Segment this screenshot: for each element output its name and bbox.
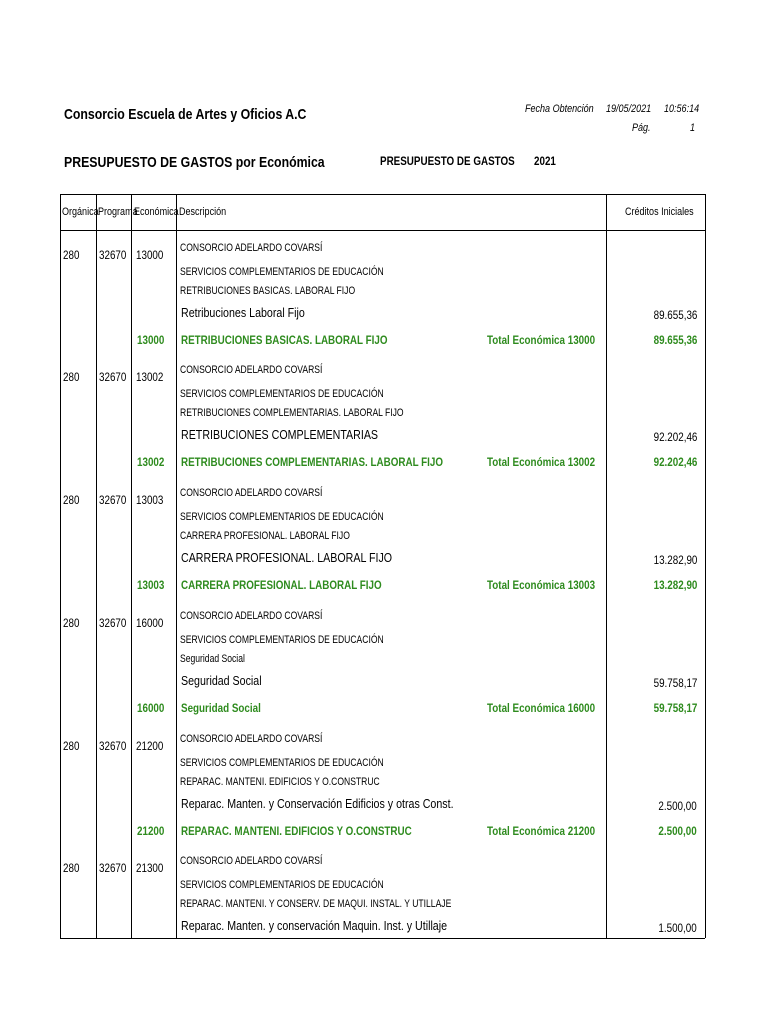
line-amount: 1.500,00 (658, 921, 697, 935)
economica-code: 13000 (136, 248, 164, 262)
service-name: SERVICIOS COMPLEMENTARIOS DE EDUCACIÓN (180, 266, 384, 278)
concept-name: CARRERA PROFESIONAL. LABORAL FIJO (180, 530, 350, 542)
entity-name: CONSORCIO ADELARDO COVARSÍ (180, 487, 323, 499)
line-amount: 92.202,46 (653, 430, 697, 444)
total-description: RETRIBUCIONES BASICAS. LABORAL FIJO (181, 333, 388, 347)
organica-code: 280 (63, 370, 80, 384)
entity-name: CONSORCIO ADELARDO COVARSÍ (180, 733, 323, 745)
economica-code: 13002 (136, 370, 164, 384)
column-divider (606, 194, 607, 938)
entity-name: CONSORCIO ADELARDO COVARSÍ (180, 855, 323, 867)
organica-code: 280 (63, 616, 80, 630)
organica-code: 280 (63, 861, 80, 875)
report-subtitle: PRESUPUESTO DE GASTOS (380, 154, 515, 168)
total-label: Total Económica 13002 (487, 455, 596, 469)
service-name: SERVICIOS COMPLEMENTARIOS DE EDUCACIÓN (180, 634, 384, 646)
programa-code: 32670 (99, 616, 127, 630)
service-name: SERVICIOS COMPLEMENTARIOS DE EDUCACIÓN (180, 757, 384, 769)
total-amount: 59.758,17 (653, 701, 697, 715)
table-header-border (60, 230, 705, 231)
line-description: Seguridad Social (181, 673, 262, 688)
line-amount: 2.500,00 (658, 799, 697, 813)
total-amount: 2.500,00 (658, 824, 697, 838)
col-header-descripcion: Descripción (179, 206, 227, 218)
total-amount: 92.202,46 (653, 455, 697, 469)
table-bottom-border (60, 938, 705, 939)
line-description: Retribuciones Laboral Fijo (181, 305, 305, 320)
column-divider (176, 194, 177, 938)
programa-code: 32670 (99, 493, 127, 507)
economica-code: 21300 (136, 861, 164, 875)
total-description: REPARAC. MANTENI. EDIFICIOS Y O.CONSTRUC (181, 824, 412, 838)
date-value: 19/05/2021 (606, 103, 652, 115)
time-value: 10:56:14 (664, 103, 700, 115)
economica-code: 21200 (136, 739, 164, 753)
concept-name: RETRIBUCIONES BASICAS. LABORAL FIJO (180, 285, 356, 297)
col-header-programa: Programa (98, 206, 138, 218)
line-description: Reparac. Manten. y conservación Maquin. Inst. y Utillaje (181, 918, 448, 933)
report-title: PRESUPUESTO DE GASTOS por Económica (64, 154, 325, 171)
col-header-creditos: Créditos Iniciales (625, 206, 694, 218)
column-divider (131, 194, 132, 938)
column-divider (705, 194, 706, 938)
column-divider (60, 194, 61, 938)
economica-code: 16000 (136, 616, 164, 630)
total-code: 13000 (137, 333, 165, 347)
total-label: Total Económica 13000 (487, 333, 596, 347)
report-year: 2021 (534, 154, 556, 168)
total-code: 13003 (137, 578, 165, 592)
page-label: Pág. (632, 122, 651, 134)
service-name: SERVICIOS COMPLEMENTARIOS DE EDUCACIÓN (180, 879, 384, 891)
line-description: Reparac. Manten. y Conservación Edificios y otras Const. (181, 796, 454, 811)
col-header-organica: Orgánica (62, 206, 99, 218)
line-amount: 13.282,90 (653, 553, 697, 567)
total-code: 13002 (137, 455, 165, 469)
programa-code: 32670 (99, 370, 127, 384)
organica-code: 280 (63, 248, 80, 262)
line-amount: 89.655,36 (653, 308, 697, 322)
concept-name: Seguridad Social (180, 653, 245, 665)
col-header-economica: Económica (134, 206, 179, 218)
service-name: SERVICIOS COMPLEMENTARIOS DE EDUCACIÓN (180, 388, 384, 400)
concept-name: RETRIBUCIONES COMPLEMENTARIAS. LABORAL FIJO (180, 407, 404, 419)
service-name: SERVICIOS COMPLEMENTARIOS DE EDUCACIÓN (180, 511, 384, 523)
total-label: Total Económica 16000 (487, 701, 596, 715)
line-amount: 59.758,17 (653, 676, 697, 690)
total-description: RETRIBUCIONES COMPLEMENTARIAS. LABORAL FIJO (181, 455, 444, 469)
column-divider (96, 194, 97, 938)
total-code: 16000 (137, 701, 165, 715)
total-code: 21200 (137, 824, 165, 838)
organica-code: 280 (63, 739, 80, 753)
date-label: Fecha Obtención (525, 103, 594, 115)
entity-name: CONSORCIO ADELARDO COVARSÍ (180, 242, 323, 254)
economica-code: 13003 (136, 493, 164, 507)
line-description: RETRIBUCIONES COMPLEMENTARIAS (181, 427, 379, 442)
programa-code: 32670 (99, 861, 127, 875)
line-description: CARRERA PROFESIONAL. LABORAL FIJO (181, 550, 393, 565)
total-label: Total Económica 21200 (487, 824, 596, 838)
programa-code: 32670 (99, 248, 127, 262)
programa-code: 32670 (99, 739, 127, 753)
page-number: 1 (690, 122, 696, 134)
total-description: CARRERA PROFESIONAL. LABORAL FIJO (181, 578, 382, 592)
total-amount: 13.282,90 (653, 578, 697, 592)
concept-name: REPARAC. MANTENI. EDIFICIOS Y O.CONSTRUC (180, 776, 380, 788)
table-top-border (60, 194, 705, 195)
entity-name: CONSORCIO ADELARDO COVARSÍ (180, 610, 323, 622)
organica-code: 280 (63, 493, 80, 507)
total-label: Total Económica 13003 (487, 578, 596, 592)
entity-name: CONSORCIO ADELARDO COVARSÍ (180, 364, 323, 376)
organization-name: Consorcio Escuela de Artes y Oficios A.C (64, 106, 307, 123)
total-amount: 89.655,36 (653, 333, 697, 347)
concept-name: REPARAC. MANTENI. Y CONSERV. DE MAQUI. INSTAL. Y UTILLAJE (180, 898, 452, 910)
total-description: Seguridad Social (181, 701, 261, 715)
